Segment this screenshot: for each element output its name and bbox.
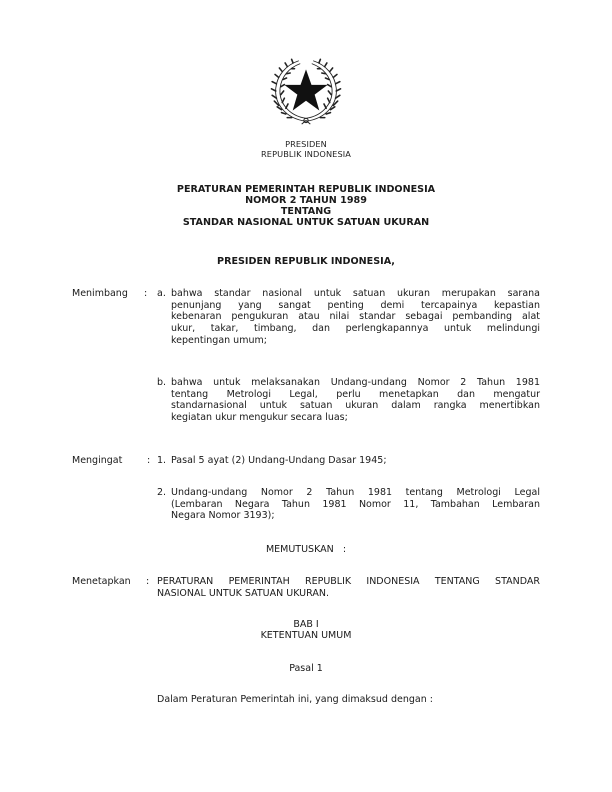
mengingat-item-2-marker: 2. <box>157 487 167 498</box>
emblem-caption-presiden: PRESIDEN <box>285 139 327 149</box>
text-line: kegiatan ukur mengukur secara luas; <box>171 412 348 424</box>
text-line: penunjang yang sangat penting demi tercapainya kepastian <box>171 299 540 311</box>
text-line: kebenaran pengukuran atau nilai standar sebagai pembanding alat <box>171 311 540 323</box>
text-line: standarnasional untuk satuan ukuran dalam rangka menertibkan <box>171 400 540 412</box>
memutuskan-heading: MEMUTUSKAN : <box>265 544 347 555</box>
title-number: NOMOR 2 TAHUN 1989 <box>245 195 367 206</box>
menimbang-item-a <box>171 288 540 347</box>
menimbang-colon: : <box>144 288 148 299</box>
emblem-caption-republik: REPUBLIK INDONESIA <box>261 149 351 159</box>
text-line: PERATURAN PEMERINTAH REPUBLIK INDONESIA TENTANG STANDAR <box>157 576 540 587</box>
menimbang-item-a-marker: a. <box>157 288 166 299</box>
text-line: NASIONAL UNTUK SATUAN UKURAN. <box>157 587 329 599</box>
menetapkan-text <box>157 576 540 599</box>
text-line: tentang Metrologi Legal, perlu menetapkan dan mengatur <box>171 388 540 400</box>
text-line: Pasal 5 ayat (2) Undang-Undang Dasar 1945; <box>171 455 387 466</box>
text-line: Negara Nomor 3193); <box>171 510 275 522</box>
menimbang-item-b-marker: b. <box>157 377 167 388</box>
preamble: PRESIDEN REPUBLIK INDONESIA, <box>217 256 395 267</box>
menimbang-item-b <box>171 377 540 424</box>
text-line: Undang-undang Nomor 2 Tahun 1981 tentang Metrologi Legal <box>171 487 540 498</box>
title-tentang: TENTANG <box>280 206 332 217</box>
pasal-heading: Pasal 1 <box>289 663 323 674</box>
bab-number: BAB I <box>293 619 319 630</box>
menetapkan-label: Menetapkan <box>72 576 131 587</box>
title-subject: STANDAR NASIONAL UNTUK SATUAN UKURAN <box>182 217 430 228</box>
mengingat-label: Mengingat <box>72 455 123 466</box>
mengingat-colon: : <box>147 455 151 466</box>
text-line: ukur, takar, timbang, dan perlengkapannya untuk melindungi <box>171 323 540 335</box>
menetapkan-colon: : <box>146 576 150 587</box>
menimbang-label: Menimbang <box>72 288 128 299</box>
mengingat-item-1 <box>171 455 540 467</box>
bab-title: KETENTUAN UMUM <box>260 630 352 641</box>
text-line: bahwa untuk melaksanakan Undang-undang Nomor 2 Tahun 1981 <box>171 377 540 388</box>
text-line: bahwa standar nasional untuk satuan ukuran merupakan sarana <box>171 288 540 299</box>
mengingat-item-1-marker: 1. <box>157 455 167 466</box>
garuda-star-wreath-emblem-icon <box>270 55 342 127</box>
text-line: (Lembaran Negara Tahun 1981 Nomor 11, Tambahan Lembaran <box>171 498 540 510</box>
mengingat-item-2 <box>171 487 540 522</box>
pasal-intro-text: Dalam Peraturan Pemerintah ini, yang dimaksud dengan : <box>157 694 433 705</box>
text-line: kepentingan umum; <box>171 334 267 346</box>
title-line-1: PERATURAN PEMERINTAH REPUBLIK INDONESIA <box>176 184 436 195</box>
